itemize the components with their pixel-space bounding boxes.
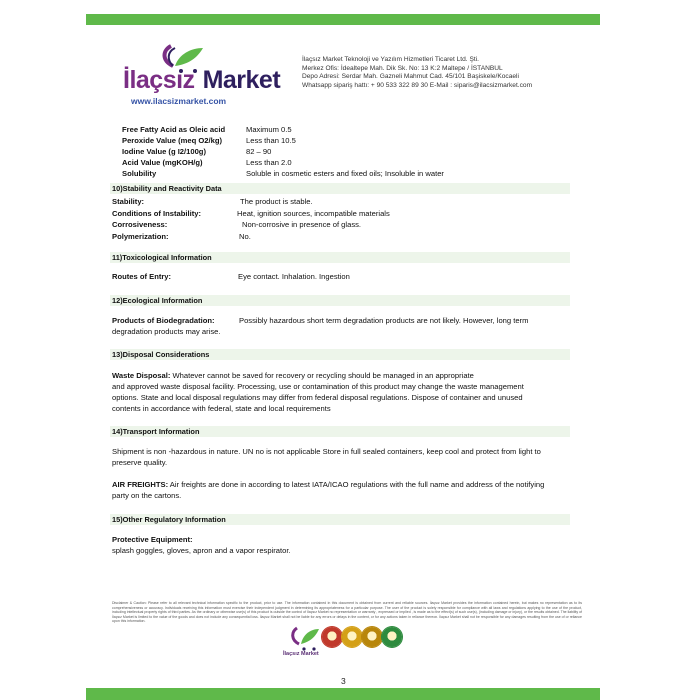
section-header-transport: 14)Transport Information (110, 426, 570, 437)
company-info (302, 56, 532, 90)
footer-logo-name: İlaçsız Market (283, 651, 319, 657)
page-number: 3 (341, 676, 346, 686)
protective-equipment-label: Protective Equipment: (112, 535, 193, 544)
biodegradation-value: Possibly hazardous short term degradation products are not likely. However, long term (239, 316, 529, 325)
waste-disposal-label: Waste Disposal: (112, 371, 171, 380)
property-key: Iodine Value (g I2/100g) (122, 147, 206, 156)
property-value: Less than 10.5 (246, 136, 296, 145)
quality-badge-icon (362, 627, 382, 647)
property-key: Free Fatty Acid as Oleic acid (122, 125, 226, 134)
section-header-ecological: 12)Ecological Information (110, 295, 570, 306)
top-green-bar (86, 14, 600, 25)
biodegradation-value-cont: degradation products may arise. (112, 327, 221, 336)
property-key: Acid Value (mgKOH/g) (122, 158, 203, 167)
leaf-cart-icon (285, 626, 325, 652)
waste-disposal-text: Waste Disposal: Whatever cannot be saved for recovery or recycling should be managed in an appropriate and approved waste disposal facility. Processing, use or contamination of this product may change the waste management options. State and local disposal regulations may differ from federal disposal regulations. Dispose of container and unused contents in accordance with federal, state and local requirements (112, 371, 524, 413)
property-value: Maximum 0.5 (246, 125, 292, 134)
document-page: İlaçsız Market www.ilacsizmarket.com İlaçsız Market Teknoloji ve Yazılım Hizmetleri Ticaret Ltd. Şti. Merkez Ofis: İdealtepe Mah. Dik Sk. No: 13 K:2 Maltepe / İSTANBUL Depo Adresi: Serdar Mah. Gazneli Mahmut Cad. 45/101 Başiskele/Kocaeli Whatsapp sipariş hattı: + 90 533 322 89 30 E-Mail : siparis@ilacsizmarket.com Free Fatty Acid as Oleic acid Maximum 0.5 Peroxide Value (meq O2/kg) Less than 10.5 Iodine Value (g I2/100g) 82 – 90 Acid Value (mgKOH/g) Less than 2.0 Solubility Soluble in cosmetic esters and fixed oils; Insoluble in water 10)Stability and Reactivity Data Stability: The product is stable. Conditions of Instability: Heat, ignition sources, incompatible materials Corrosiveness: Non-corrosive in presence of glass. Polymerization: No. 11)Toxicological Information Routes of Entry: Eye contact. Inhalation. Ingestion 12)Ecological Information Products of Biodegradation: Possibly hazardous short term degradation products are not likely. However, long term degradation products may arise. 13)Disposal Considerations Waste Disposal: Whatever cannot be saved for recovery or recycling should be managed in an appropriate and approved waste disposal facility. Processing, use or contamination of this product may change the waste management options. State and local disposal regulations may differ from federal disposal regulations. Dispose of container and unused contents in accordance with federal, state and local requirements 14)Transport Information Shipment is non -hazardous in nature. UN no is not applicable Store in full sealed containers, keep cool and protect from light to preserve quality. AIR FREIGHTS: Air freights are done in according to latest IATA/ICAO regulations with the full name and address of the notifying party on the cartons. 15)Other Regulatory Information Protective Equipment: splash goggles, gloves, apron and a vapor respirator. Disclaimer & Caution: Please refer to all relevant technical information specific to the product, prior to use. The information contained in this document is obtained from current and reliable sources. İlaçsız Market provides the information contained herein, but makes no representation as to its comprehensiveness or accuracy. Individuals receiving this information must exercise their independent judgment in determining its appropriateness for a particular purpose. The user of the product is solely responsible for compliance with all laws and regulations applying to the use of the product, including intellectual property rights of third parties. As the ordinary or otherwise use(s) of this product is outside the control of İlaçsız Market no representation or warranty , expressed or implied , is made as to the effect(s) of such use(s), (including damage or injury), or the results obtained. The liability of İlaçsız Market is limited to the value of the goods and does not include any consequential loss. İlaçsız Market shall not be liable for any errors or delays in the content, or for any actions taken in reliance thereon. İlaçsız Market shall not be responsible for any damages resulting from the use of or reliance upon this information. İlaçsız Market 3 (0, 0, 700, 700)
section-header-toxicological: 11)Toxicological Information (110, 252, 570, 263)
company-line: İlaçsız Market Teknoloji ve Yazılım Hizmetleri Ticaret Ltd. Şti. (302, 56, 479, 63)
property-value: Less than 2.0 (246, 158, 292, 167)
section-header-stability: 10)Stability and Reactivity Data (110, 183, 570, 194)
disclaimer-text: Disclaimer & Caution: Please refer to all relevant technical information specific to the product, prior to use. The information contained in this document is obtained from current and reliable sources. İlaçsız Market provides the information contained herein, but makes no representation as to its comprehensiveness or accuracy. Individuals receiving this information must exercise their independent judgment in determining its appropriateness for a particular purpose. The user of the product is solely responsible for compliance with all laws and regulations applying to the use of the product, including intellectual property rights of third parties. As the ordinary or otherwise use(s) of this product is outside the control of İlaçsız Market no representation or warranty , expressed or implied , is made as to the effect(s) of such use(s), (including damage or injury), or the results obtained. The liability of İlaçsız Market is limited to the value of the goods and does not include any consequential loss. İlaçsız Market shall not be liable for any errors or delays in the content, or for any actions taken in reliance thereon. İlaçsız Market shall not be responsible for any damages resulting from the use of or reliance upon this information. (112, 601, 582, 624)
company-line: Whatsapp sipariş hattı: + 90 533 322 89 30 E-Mail : siparis@ilacsizmarket.com (302, 81, 533, 89)
air-freights-text: AIR FREIGHTS: Air freights are done in according to latest IATA/ICAO regulations with the full name and address of the notifying party on the cartons. (112, 480, 545, 500)
quality-badge-icon (342, 627, 362, 647)
biodegradation-label: Products of Biodegradation: (112, 316, 215, 325)
website-link[interactable]: www.ilacsizmarket.com (131, 96, 227, 106)
property-value: 82 – 90 (246, 147, 272, 156)
protective-equipment-value: splash goggles, gloves, apron and a vapor respirator. (112, 546, 291, 555)
bottom-green-bar (86, 688, 600, 700)
section-header-disposal: 13)Disposal Considerations (110, 349, 570, 360)
property-value: Soluble in cosmetic esters and fixed oils; Insoluble in water (246, 169, 444, 178)
property-key: Peroxide Value (meq O2/kg) (122, 136, 223, 145)
quality-badge-icon (382, 627, 402, 647)
routes-of-entry-value: Eye contact. Inhalation. Ingestion (238, 272, 350, 281)
section-header-regulatory: 15)Other Regulatory Information (110, 514, 570, 525)
air-freights-label: AIR FREIGHTS: (112, 480, 169, 489)
footer-logo (285, 626, 325, 660)
company-line: Merkez Ofis: İdealtepe Mah. Dik Sk. No: 13 K:2 Maltepe / İSTANBUL (302, 64, 503, 72)
company-line: Depo Adresi: Serdar Mah. Gazneli Mahmut Cad. 45/101 Başiskele/Kocaeli (302, 73, 519, 81)
routes-of-entry-label: Routes of Entry: (112, 272, 172, 281)
brand-name: İlaçsız Market (123, 66, 281, 94)
shipment-text: Shipment is non -hazardous in nature. UN no is not applicable Store in full sealed containers, keep cool and protect from light to preserve quality. (112, 447, 541, 467)
property-key: Solubility (122, 169, 157, 178)
quality-badge-icon (322, 627, 342, 647)
company-logo (123, 44, 283, 110)
